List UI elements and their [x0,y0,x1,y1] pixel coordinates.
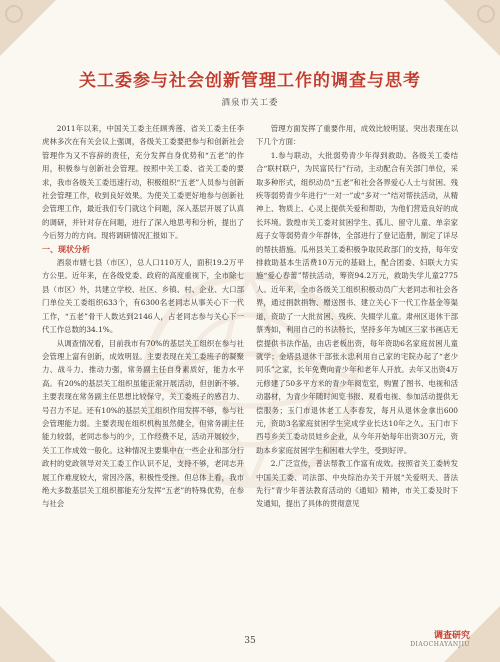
body-paragraph: 从调查情况看，目前我市有70%的基层关工组织在参与社会管理上富有创新，成效明显。主要表现在关工委班子的凝聚力、战斗力、推动力强，常务副主任自身素质好，能力水平高。有20%的基层关工组织虽能正常开展活动，但创新不够。主要表现在常务副主任思想比较保守，关工委班子的感召力、号召力不足。还有10%的基层关工组织作用发挥不够，参与社会管理能力弱。主要表现在组织机构虽然健全，但常务副主任能力较弱，老同志参与的少，工作经费不足，活动开展较少，关工工作成效一般化。这种情况主要集中在一些企业和部分行政村的党政领导对关工委工作认识不足，支持不够，老同志开展工作难度较大，常因冷落，积极性受挫。但总体上看，我市绝大多数基层关工组织都能充分发挥“五老”的特殊优势，在参与社会 [42,338,244,509]
left-text-column [42,122,244,511]
journal-badge [410,628,470,648]
decorative-corner-pattern-top-right [444,0,500,56]
body-paragraph: 管理方面发挥了重要作用，成效比较明显。突出表现在以下几个方面： [256,124,458,147]
intro-paragraph: 2011年以来，中国关工委主任顾秀莲、省关工委主任李虎林多次在有关会议上强调，各级关工委要把参与和创新社会管理作为又不容辞的责任，充分发挥自身优势和“五老”的作用，积极参与创新社会管理。按照中关工委、省关工委的要求，我市各级关工委迅速行动，积极组织“五老”人员参与创新社会管理工作，收到良好效果。为使关工委更好地参与创新社会管理工作，最近我们专门就这个问题，深入基层开展了认真的调研，并针对存在问题，进行了深入地思考和分析，提出了今后努力的方向。现将调研情况汇报如下。 [42,124,244,241]
section-heading: 一、现状分析 [42,243,90,254]
right-text-column [256,122,458,511]
decorative-corner-pattern-top-left [0,0,56,56]
page-number: 35 [244,636,256,646]
decorative-corner-pattern-bottom-left [0,606,56,662]
body-paragraph: 1.参与联动，大批弱势青少年得到救助。各级关工委结合“联村联户，为民富民行”行动，主动配合有关部门单位，采取多种形式，组织动员“五老”和社会各界爱心人士与贫困、残疾等弱势青少年进行“一对一”或“多对一”结对帮扶活动，从精神上、物质上、心灵上提供关爱和帮助，为他们营造良好的成长环境。敦煌市关工委对贫困学生、孤儿、留守儿童、单亲家庭子女等弱势青少年群体，全部进行了登记造册，制定了详尽的帮扶措施。瓜州县关工委积极争取民政部门的支持，每年安排救助基本生活费10万元的基础上，配合团委、妇联大力实施“爱心春蕾”帮扶活动，筹资94.2万元，救助失学儿童2775人。近年来，全市各级关工组织积极动员广大老同志和社会各界，通过捐款捐物、赠送图书、建立关心下一代工作基金等渠道，资助了一大批贫困、残疾、失辍学儿童。肃州区退休干部蔡秀如，利用自己的书法特长，坚持多年为城区三家书画店无偿提供书法作品，由店老板出资，每年资助6名家庭贫困儿童就学；金塔县退休干部张永忠利用自己家的宅院办起了“老少同乐”之家，长年免费向青少年和老年人开放。去年又出资4万元修建了50多平方米的青少年阅览室，购置了图书、电视和活动器材，为青少年随时阅览书报、观看电视、参加活动提供无偿服务；玉门市退休老工人李春发，每月从退休金拿出600元，资助3名家庭贫困学生完成学业长达10年之久。玉门市下西号乡关工委动员娃乡企业，从今年开始每年出资30万元，资助本乡家庭贫困学生和困难大学生，受到好评。 [256,150,458,455]
journal-name: 调查研究 [433,631,470,641]
body-paragraph: 2.广泛宣传，普法帮教工作富有成效。按照省关工委转发中国关工委、司法部、中央综治办关于开展“关爱明天、普法先行”青少年普法教育活动的《通知》精神，市关工委及时下发通知，提出了具体的贯彻意见 [256,459,458,509]
journal-name-pinyin: DIAOCHAYANJIU [410,641,470,648]
body-paragraph: 酒泉市辖七县（市区），总人口110万人，面积19.2万平方公里。近年来，在各级党委、政府的高度重视下，全市除七县（市区）外，共建立学校、社区、乡镇、村、企业、大口部门单位关工委组织633个，有6300名老同志从事关心下一代工作，“五老”骨干人数达到2146人，占老同志参与关心下一代工作总数的34.1%。 [42,258,244,335]
article-title: 关工委参与社会创新管理工作的调查与思考 [79,71,421,91]
article-author: 酒泉市关工委 [221,98,279,108]
